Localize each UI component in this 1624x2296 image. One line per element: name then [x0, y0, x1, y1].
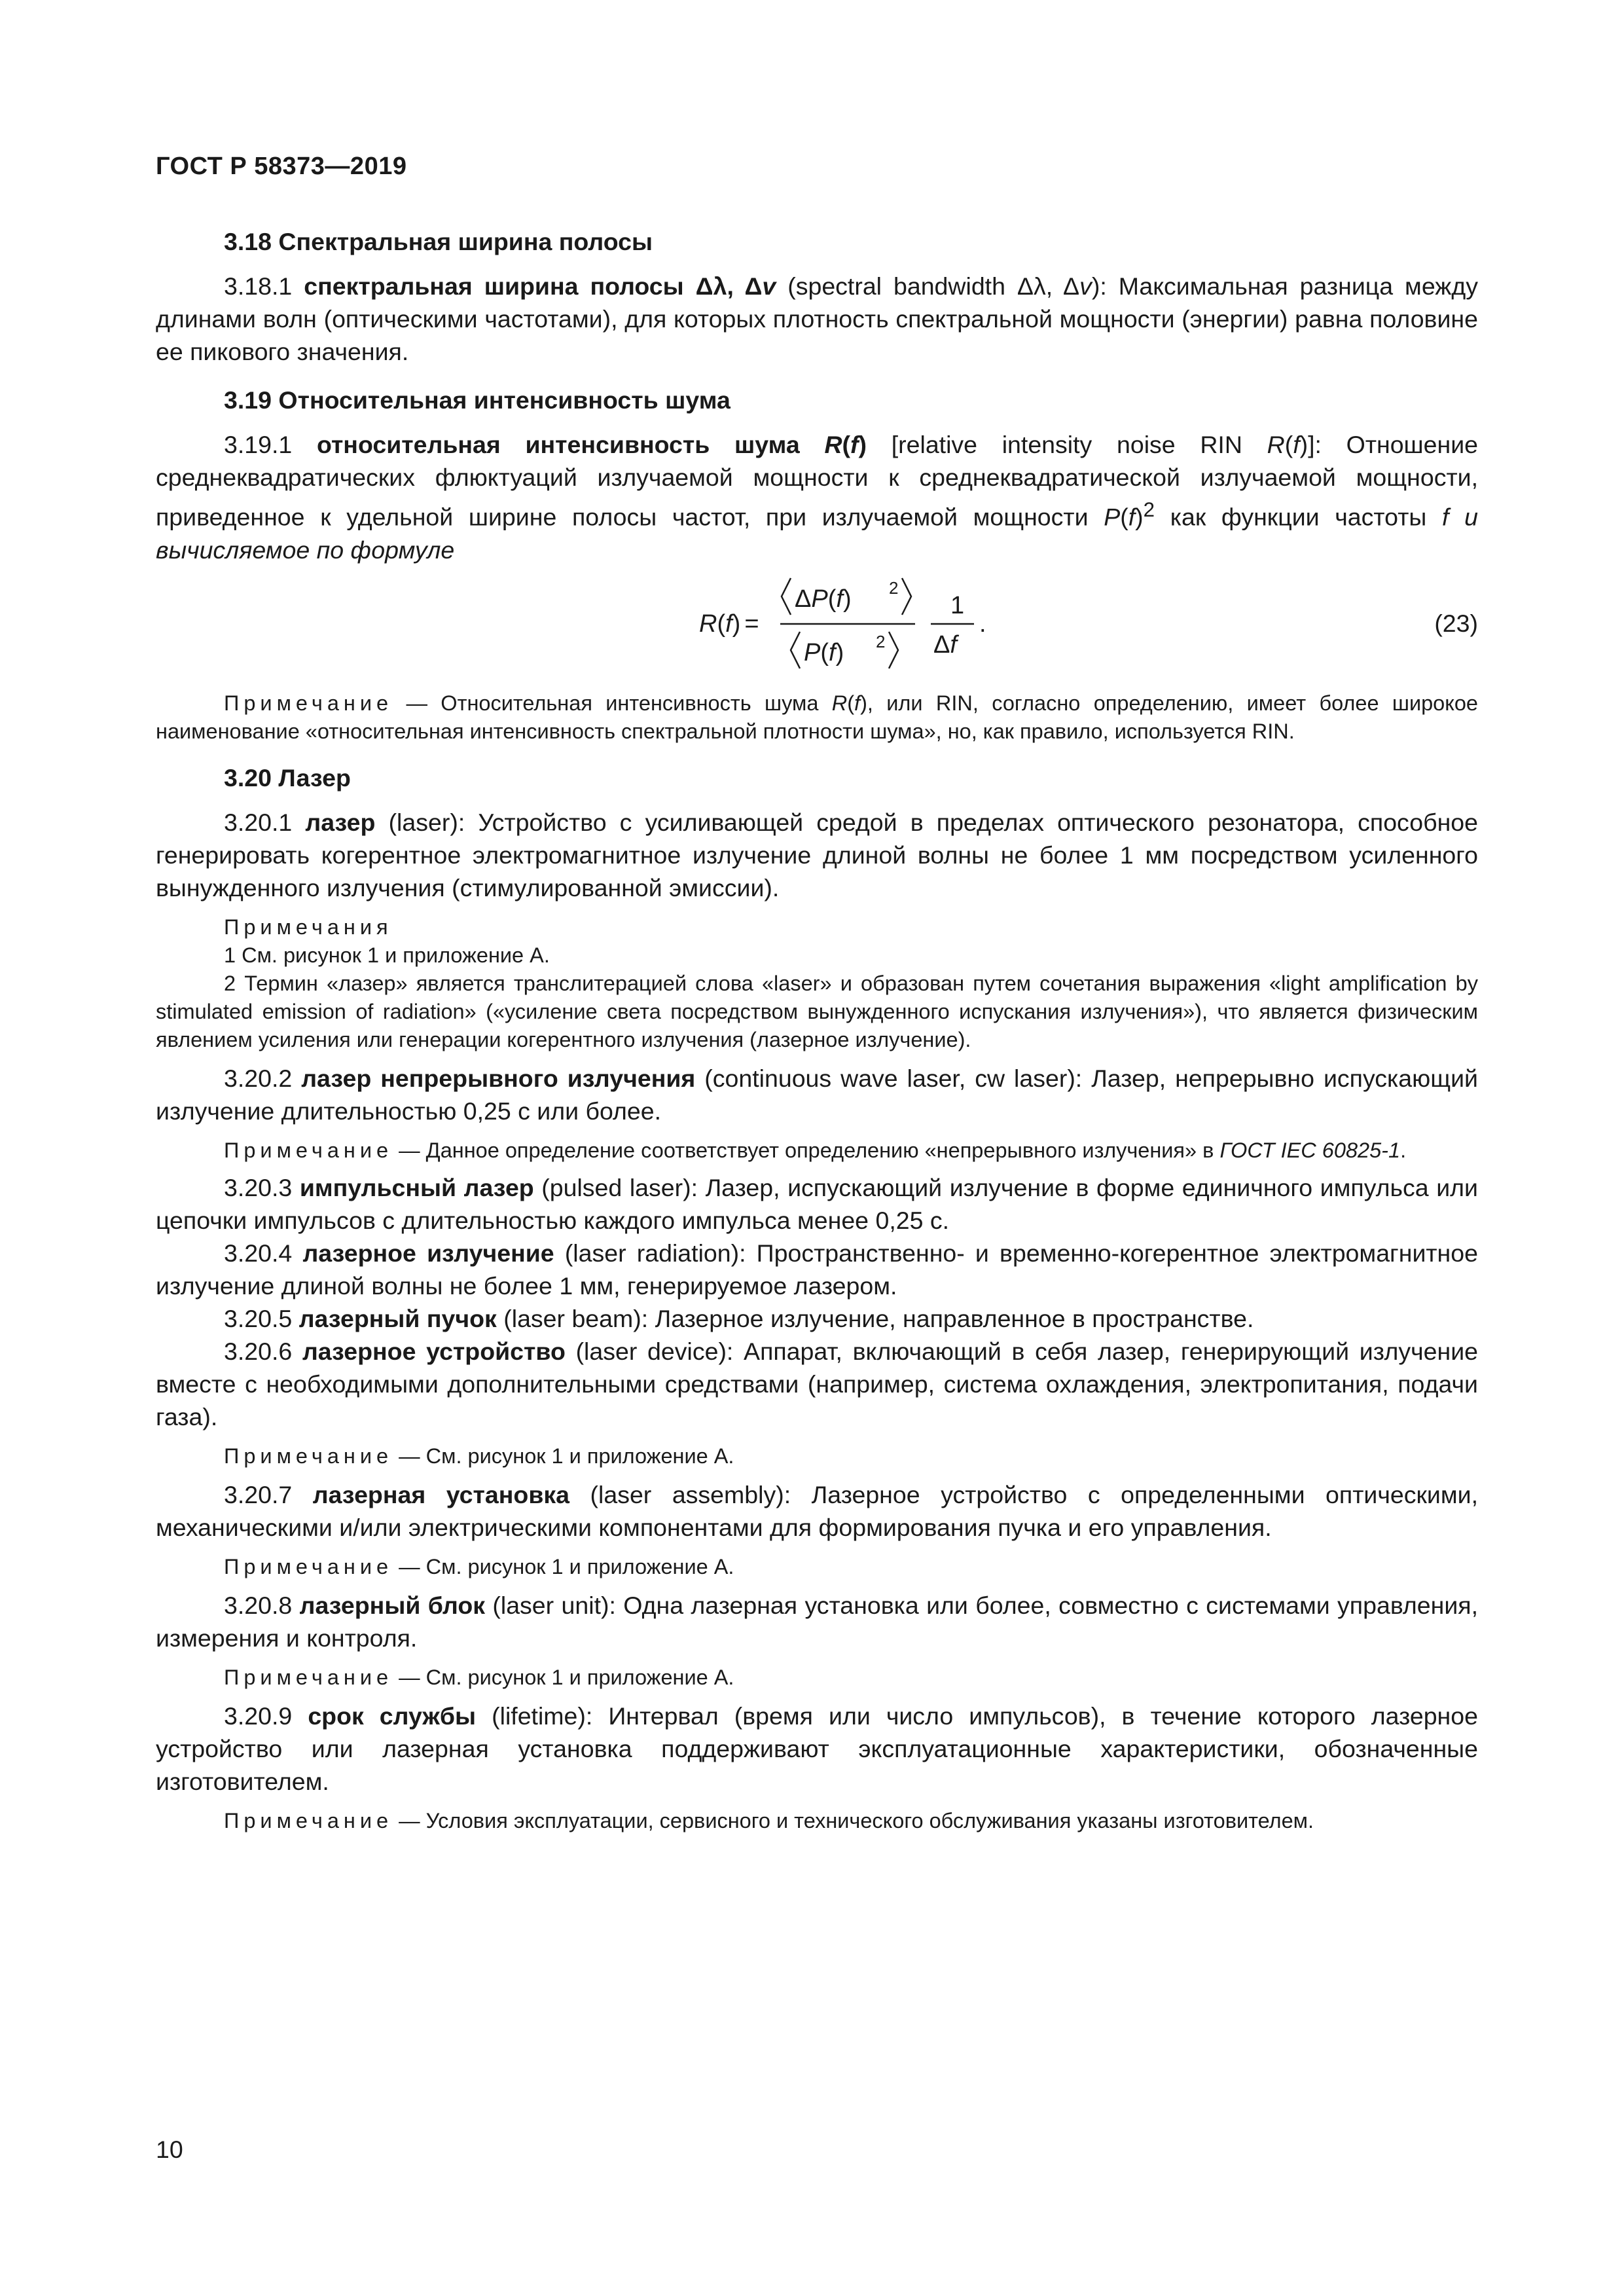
term-definition: 3.20.7 лазерная установка (laser assembly): Лазерное устройство с определенными оптическими, механическими и/или электрическими компонентами для формирования пучка и его управления.	[156, 1480, 1478, 1541]
term-definition: 3.20.3 импульсный лазер (pulsed laser): Лазер, испускающий излучение в форме единичного импульса или цепочки импульсов с длительностью каждого импульса менее 0,25 с.	[156, 1173, 1478, 1234]
note: Примечание — См. рисунок 1 и приложение А.	[224, 1444, 734, 1468]
page-number: 10	[156, 2136, 183, 2163]
formula-numerator: ΔP(f)	[795, 585, 852, 613]
angle-open-bottom	[791, 632, 800, 668]
formula-one: 1	[950, 591, 965, 619]
document-body	[156, 225, 1478, 1842]
term-definition: 3.20.5 лазерный пучок (laser beam): Лазерное излучение, направленное в пространстве.	[224, 1304, 1254, 1332]
section-heading: 3.18 Спектральная ширина полосы	[224, 228, 653, 255]
term-definition: 3.20.1 лазер (laser): Устройство с усиливающей средой в пределах оптического резонатора, способное генерировать когерентное электромагнитное излучение длиной волны не более 1 мм посредством усиленного вынужденного излучения (стимулированной эмиссии).	[156, 808, 1478, 902]
formula-rin	[699, 569, 1118, 680]
note: Примечание — См. рисунок 1 и приложение А.	[224, 1554, 734, 1578]
angle-open-top	[782, 578, 791, 615]
term-definition: 3.18.1 спектральная ширина полосы Δλ, Δv (spectral bandwidth Δλ, Δv): Максимальная разница между длинами волн (оптическими частотами), для которых плотность спектральной мощности (энергии) равна половине ее пикового значения.	[156, 272, 1478, 365]
note: Примечание — См. рисунок 1 и приложение А.	[224, 1665, 734, 1689]
formula-dot: .	[979, 610, 986, 638]
equation-number: (23)	[1434, 609, 1478, 637]
note-item: 2 Термин «лазер» является транслитерацией слова «laser» и образован путем сочетания выражения «light amplification by stimulated emission of radiation» («усиление света посредством вынужденного испускания излучения»), что является физическим явлением усиления или генерации когерентного излучения (лазерное излучение).	[156, 971, 1478, 1051]
section-heading: 3.20 Лазер	[224, 763, 351, 792]
term-definition: 3.20.6 лазерное устройство (laser device): Аппарат, включающий в себя лазер, генерирующий излучение вместе с необходимыми дополнительными средствами (например, система охлаждения, электропитания, подачи газа).	[156, 1337, 1479, 1430]
section-heading: 3.19 Относительная интенсивность шума	[224, 386, 731, 414]
note: Примечание — Относительная интенсивность шума R(f), или RIN, согласно определению, имеет более широкое наименование «относительная интенсивность спектральной плотности шума», но, как правило, используется RIN.	[156, 691, 1478, 743]
term-definition: 3.20.8 лазерный блок (laser unit): Одна лазерная установка или более, совместно с системами управления, измерения и контроля.	[156, 1591, 1478, 1652]
term-definition: 3.20.4 лазерное излучение (laser radiation): Пространственно- и временно-когерентное электромагнитное излучение длиной волны не более 1 мм, генерируемое лазером.	[156, 1239, 1478, 1300]
formula-lhs: R(f) =	[699, 610, 759, 638]
angle-close-bottom	[889, 632, 898, 668]
note: Примечание — Условия эксплуатации, сервисного и технического обслуживания указаны изготовителем.	[224, 1808, 1314, 1832]
term-definition: 3.19.1 относительная интенсивность шума R(f) [relative intensity noise RIN R(f)]: Отношение среднеквадратических флюктуаций излучаемой мощности к среднеквадратической излучаемой мощности, приведенное к удельной ширине полосы частот, при излучаемой мощности $P(f)^2$ как функции частоты f и вычисляемое по формуле	[156, 431, 1479, 564]
formula-delta-f: Δf	[933, 630, 957, 659]
term-definition: 3.20.2 лазер непрерывного излучения (continuous wave laser, cw laser): Лазер, непрерывно испускающий излучение длительностью 0,25 с или более.	[156, 1064, 1479, 1125]
angle-close-top	[902, 578, 911, 615]
formula-den-exp: 2	[876, 631, 886, 651]
notes-heading: Примечания	[224, 915, 393, 939]
formula-denominator: P(f)	[804, 638, 844, 666]
document-code-header: ГОСТ Р 58373—2019	[156, 153, 407, 180]
note-item: 1 См. рисунок 1 и приложение А.	[224, 943, 550, 967]
formula-num-exp: 2	[889, 577, 899, 598]
note: Примечание — Данное определение соответствует определению «непрерывного излучения» в ГОСТ IEC 60825-1.	[224, 1138, 1407, 1162]
formula-23	[156, 569, 1478, 680]
term-definition: 3.20.9 срок службы (lifetime): Интервал (время или число импульсов), в течение которого лазерное устройство или лазерная установка поддерживают эксплуатационные характеристики, обозначенные изготовителем.	[156, 1702, 1478, 1795]
